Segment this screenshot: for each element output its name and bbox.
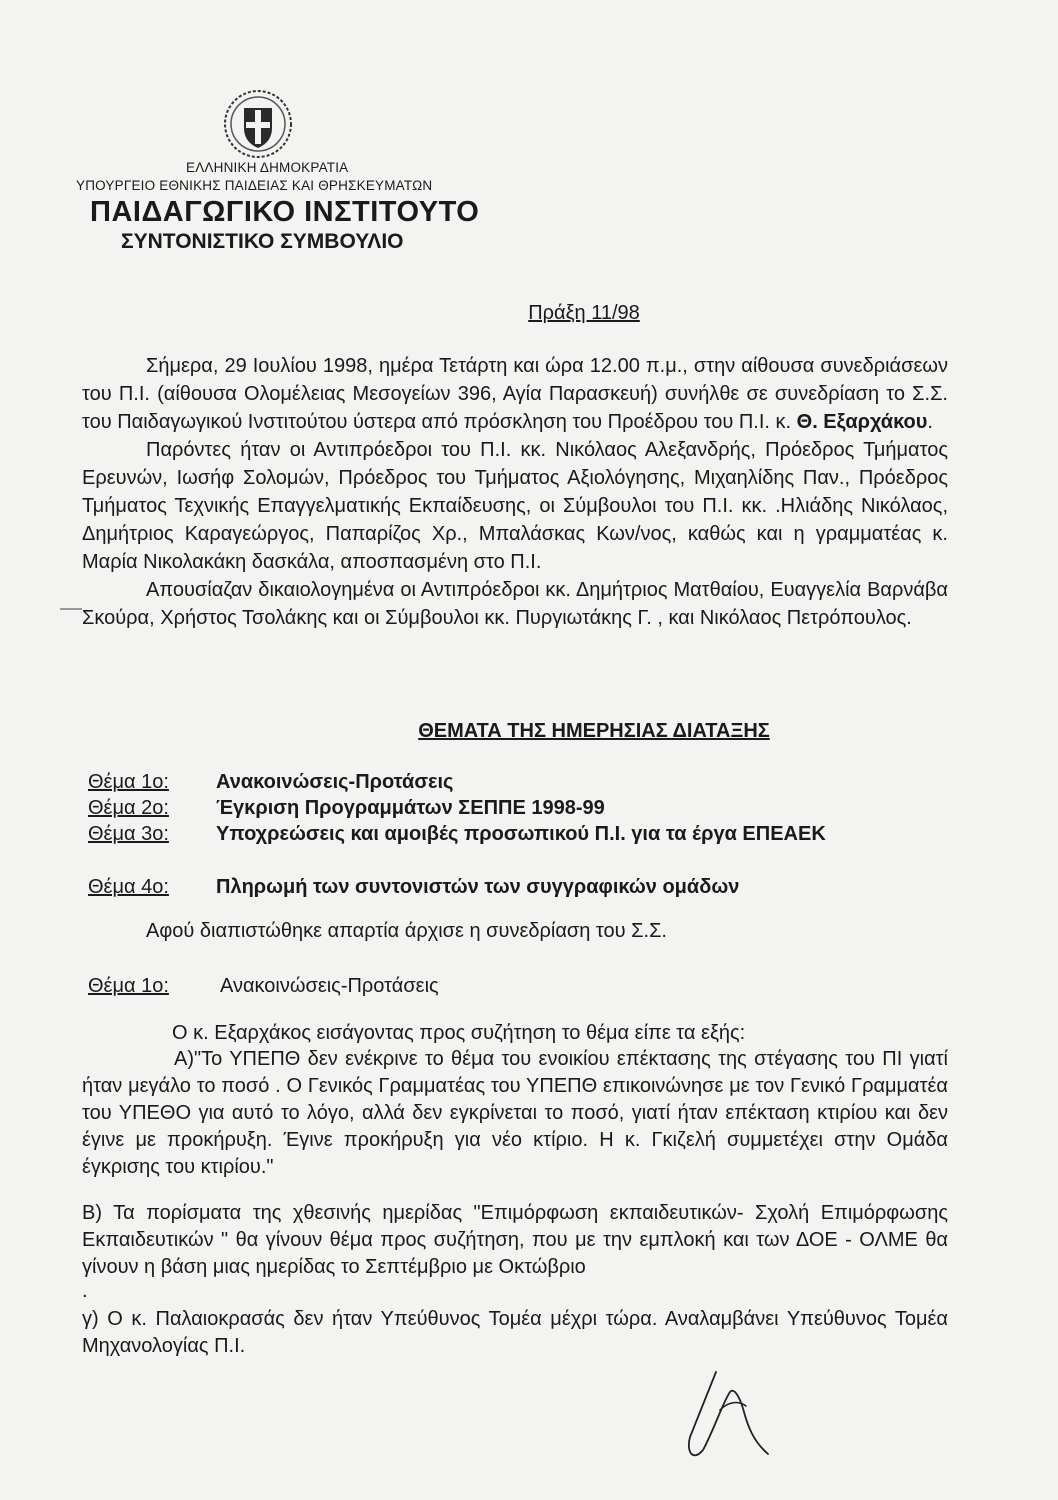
institute-heading: ΠΑΙΔΑΓΩΓΙΚΟ ΙΝΣΤΙΤΟΥΤΟ: [90, 196, 480, 228]
quorum-statement: Αφού διαπιστώθηκε απαρτία άρχισε η συνεδρίαση του Σ.Σ.: [146, 920, 667, 942]
topic1-label: Θέμα 1ο:: [88, 975, 169, 997]
topic1-point-c: γ) Ο κ. Παλαιοκρασάς δεν ήταν Υπεύθυνος Τομέα μέχρι τώρα. Αναλαμβάνει Υπεύθυνος Τομέα Μηχανολογίας Π.Ι.: [82, 1308, 948, 1357]
ministry-heading: ΥΠΟΥΡΓΕΙΟ ΕΘΝΙΚΗΣ ΠΑΙΔΕΙΑΣ ΚΑΙ ΘΡΗΣΚΕΥΜΑΤΩΝ: [76, 178, 433, 193]
agenda-item-label: Θέμα 3ο:: [88, 823, 169, 845]
republic-heading: ΕΛΛΗΝΙΚΗ ΔΗΜΟΚΡΑΤΙΑ: [186, 160, 349, 175]
intro-paragraph-2: Παρόντες ήταν οι Αντιπρόεδροι του Π.Ι. κκ. Νικόλαος Αλεξανδρής, Πρόεδρος Τμήματος Ερευνών, Ιωσήφ Σολομών, Πρόεδρος του Τμήματος Αξιολόγησης, Μιχαηλίδης Παν., Πρόεδρος Τμήματος Τεχνικής Επαγγελματικής Εκπαίδευσης, οι Σύμβουλοι του Π.Ι. κκ. .Ηλιάδης Νικόλαος, Δημήτριος Καραγεώργος, Παπαρίζος Χρ., Μπαλάσκας Κων/νος, καθώς και η γραμματέας κ. Μαρία Νικολακάκη δασκάλα, αποσπασμένη στο Π.Ι.: [82, 439, 948, 573]
topic1-point-b: Β) Τα πορίσματα της χθεσινής ημερίδας "Επιμόρφωση εκπαιδευτικών- Σχολή Επιμόρφωσης Εκπαιδευτικών " θα γίνουν θέμα προς συζήτηση, που με την εμπλοκή και των ΔΟΕ - ΟΛΜΕ θα γίνουν η βάση μιας ημερίδας το Σεπτέμβριο με Οκτώβριο: [82, 1202, 948, 1278]
topic1-title: Ανακοινώσεις-Προτάσεις: [220, 975, 439, 997]
stray-period: .: [82, 1280, 88, 1302]
topic1-intro: Ο κ. Εξαρχάκος εισάγοντας προς συζήτηση το θέμα είπε τα εξής:: [172, 1022, 746, 1044]
act-number: Πράξη 11/98: [528, 302, 640, 324]
agenda-item-text: Ανακοινώσεις-Προτάσεις: [216, 771, 454, 793]
agenda-title-text: ΘΕΜΑΤΑ ΤΗΣ ΗΜΕΡΗΣΙΑΣ ΔΙΑΤΑΞΗΣ: [418, 720, 770, 742]
handwritten-signature: [668, 1362, 778, 1472]
agenda-item-label: Θέμα 4ο:: [88, 876, 169, 898]
agenda-item-text: Υποχρεώσεις και αμοιβές προσωπικού Π.Ι. για τα έργα ΕΠΕΑΕΚ: [216, 823, 826, 845]
agenda-item-text: Έγκριση Προγραμμάτων ΣΕΠΠΕ 1998-99: [216, 797, 605, 819]
president-name: Θ. Εξαρχάκου: [796, 411, 928, 433]
intro-p1-end: .: [927, 411, 933, 433]
agenda-item-text: Πληρωμή των συντονιστών των συγγραφικών ομάδων: [216, 876, 740, 898]
margin-mark: [60, 608, 82, 610]
agenda-item-label: Θέμα 1ο:: [88, 771, 169, 793]
intro-p1-text: Σήμερα, 29 Ιουλίου 1998, ημέρα Τετάρτη και ώρα 12.00 π.μ., στην αίθουσα συνεδριάσεων του Π.Ι. (αίθουσα Ολομέλειας Μεσογείων 396, Αγία Παρασκευή) συνήλθε σε συνεδρίαση το Σ.Σ. του Παιδαγωγικού Ινστιτούτου ύστερα από πρόσκληση του Προέδρου του Π.Ι. κ.: [82, 355, 948, 433]
intro-paragraph-1: [82, 352, 948, 436]
intro-paragraph-3: Απουσίαζαν δικαιολογημένα οι Αντιπρόεδροι κκ. Δημήτριος Ματθαίου, Ευαγγελία Βαρνάβα Σκούρα, Χρήστος Τσολάκης και οι Σύμβουλοι κκ. Πυργιωτάκης Γ. , και Νικόλαος Πετρόπουλος.: [82, 579, 948, 629]
agenda-heading: [0, 720, 1058, 743]
document-title: [0, 302, 1058, 325]
council-heading: ΣΥΝΤΟΝΙΣΤΙΚΟ ΣΥΜΒΟΥΛΙΟ: [121, 230, 404, 253]
coat-of-arms-icon: [222, 88, 294, 160]
agenda-item-label: Θέμα 2ο:: [88, 797, 169, 819]
topic1-point-a: Α)"Το ΥΠΕΠΘ δεν ενέκρινε το θέμα του ενοικίου επέκτασης της στέγασης του ΠΙ γιατί ήταν μεγάλο το ποσό . Ο Γενικός Γραμματέας του ΥΠΕΠΘ επικοινώνησε με τον Γενικό Γραμματέα του ΥΠΕΘΟ για αυτό το λόγο, αλλά δεν εγκρίνεται το ποσό, γιατί ήταν επέκταση κτιρίου και δεν έγινε με προκήρυξη. Έγινε προκήρυξη για νέο κτίριο. Η κ. Γκιζελή συμμετέχει στην Ομάδα έγκρισης του κτιρίου.": [82, 1048, 948, 1178]
intro-section: [82, 352, 948, 632]
